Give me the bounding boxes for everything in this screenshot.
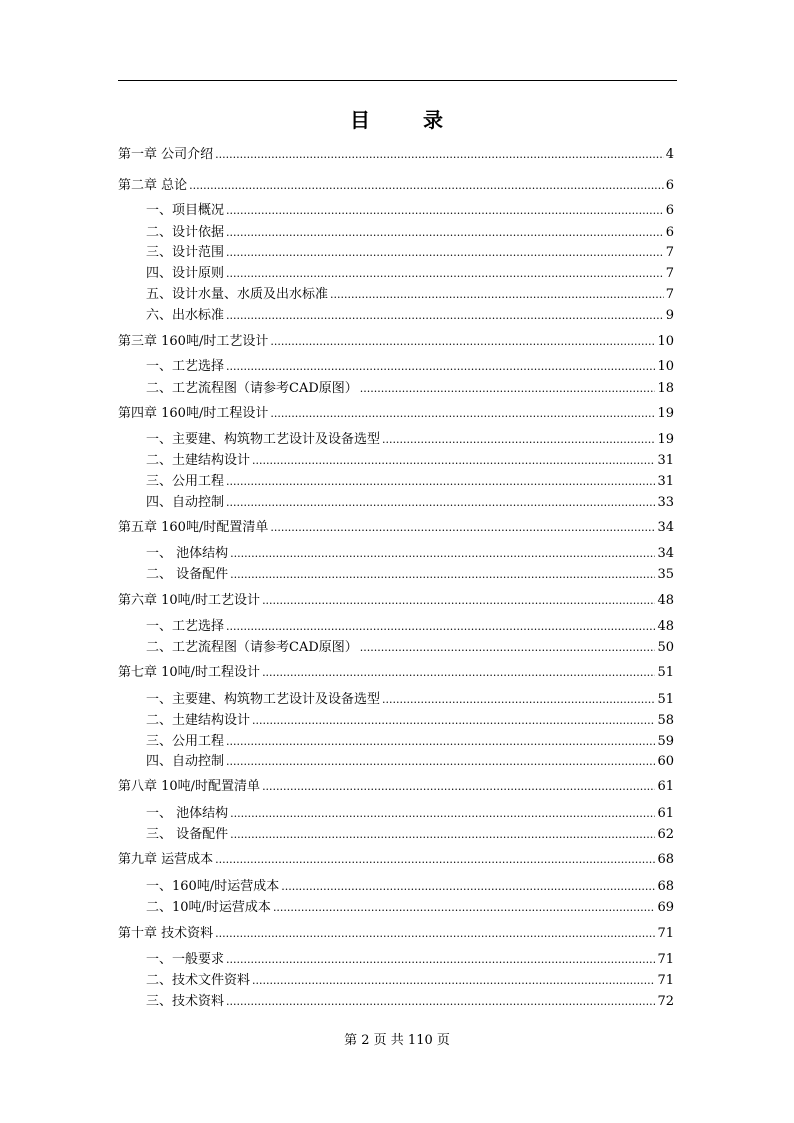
toc-leader-dots	[226, 244, 664, 262]
toc-entry-label: 第一章 公司介绍	[118, 147, 214, 162]
toc-entry-label: 四、设计原则	[146, 266, 225, 281]
toc-section-entry[interactable]	[146, 899, 674, 917]
toc-entry-page-number: 48	[657, 593, 674, 608]
toc-leader-dots	[382, 431, 655, 449]
toc-chapter-entry[interactable]	[118, 925, 674, 943]
toc-entry-page-number: 69	[657, 900, 674, 915]
toc-chapter-entry[interactable]	[118, 146, 674, 164]
toc-entry-label: 三、技术资料	[146, 994, 225, 1009]
toc-section-entry[interactable]	[146, 452, 674, 470]
toc-section-entry[interactable]	[146, 358, 674, 376]
page-title-char-1: 目	[350, 108, 371, 132]
toc-entry-label: 一、工艺选择	[146, 619, 225, 634]
toc-chapter-entry[interactable]	[118, 405, 674, 423]
toc-leader-dots	[215, 925, 655, 943]
toc-chapter-entry[interactable]	[118, 333, 674, 351]
toc-entry-label: 第四章 160吨/时工程设计	[118, 406, 269, 421]
toc-section-entry[interactable]	[146, 545, 674, 563]
toc-entry-page-number: 72	[657, 994, 674, 1009]
toc-entry-page-number: 62	[657, 827, 674, 842]
toc-entry-page-number: 71	[657, 973, 674, 988]
toc-section-entry[interactable]	[146, 972, 674, 990]
toc-chapter-entry[interactable]	[118, 519, 674, 537]
toc-entry-page-number: 18	[657, 381, 674, 396]
toc-leader-dots	[281, 878, 655, 896]
toc-entry-label: 第八章 10吨/时配置清单	[118, 779, 261, 794]
toc-entry-label: 第六章 10吨/时工艺设计	[118, 593, 261, 608]
toc-entry-page-number: 71	[657, 952, 674, 967]
toc-section-entry[interactable]	[146, 244, 674, 262]
toc-entry-page-number: 7	[665, 245, 674, 260]
toc-entry-page-number: 6	[665, 203, 674, 218]
toc-entry-label: 五、设计水量、水质及出水标准	[146, 287, 329, 302]
toc-chapter-entry[interactable]	[118, 592, 674, 610]
toc-chapter-entry[interactable]	[118, 177, 674, 195]
toc-leader-dots	[262, 592, 655, 610]
toc-leader-dots	[226, 993, 655, 1011]
toc-leader-dots	[226, 202, 664, 220]
toc-entry-page-number: 48	[657, 619, 674, 634]
toc-entry-page-number: 60	[657, 754, 674, 769]
toc-leader-dots	[226, 733, 655, 751]
toc-leader-dots	[215, 146, 664, 164]
toc-leader-dots	[226, 265, 664, 283]
toc-leader-dots	[270, 405, 655, 423]
toc-entry-label: 三、公用工程	[146, 734, 225, 749]
toc-entry-page-number: 9	[665, 308, 674, 323]
toc-section-entry[interactable]	[146, 286, 674, 304]
page-footer: 第 2 页 共 110 页	[344, 1033, 450, 1048]
toc-leader-dots	[252, 972, 655, 990]
toc-entry-page-number: 31	[657, 453, 674, 468]
toc-section-entry[interactable]	[146, 566, 674, 584]
toc-entry-label: 第三章 160吨/时工艺设计	[118, 334, 269, 349]
toc-entry-label: 二、 设备配件	[146, 567, 229, 582]
toc-entry-label: 四、自动控制	[146, 495, 225, 510]
toc-entry-page-number: 6	[665, 225, 674, 240]
toc-entry-page-number: 61	[657, 779, 674, 794]
toc-entry-label: 二、土建结构设计	[146, 713, 251, 728]
toc-entry-page-number: 19	[657, 432, 674, 447]
toc-leader-dots	[273, 899, 656, 917]
toc-entry-label: 二、10吨/时运营成本	[146, 900, 271, 915]
toc-leader-dots	[230, 826, 655, 844]
toc-leader-dots	[252, 712, 655, 730]
toc-chapter-entry[interactable]	[118, 851, 674, 869]
toc-section-entry[interactable]	[146, 993, 674, 1011]
toc-entry-label: 一、主要建、构筑物工艺设计及设备选型	[146, 692, 381, 707]
toc-entry-label: 一、主要建、构筑物工艺设计及设备选型	[146, 432, 381, 447]
toc-section-entry[interactable]	[146, 733, 674, 751]
toc-entry-page-number: 71	[657, 926, 674, 941]
toc-leader-dots	[252, 452, 655, 470]
toc-section-entry[interactable]	[146, 951, 674, 969]
toc-section-entry[interactable]	[146, 753, 674, 771]
toc-leader-dots	[189, 177, 664, 195]
toc-section-entry[interactable]	[146, 639, 674, 657]
toc-section-entry[interactable]	[146, 202, 674, 220]
toc-leader-dots	[382, 691, 655, 709]
toc-entry-label: 三、 设备配件	[146, 827, 229, 842]
toc-entry-page-number: 7	[665, 287, 674, 302]
toc-chapter-entry[interactable]	[118, 778, 674, 796]
toc-entry-label: 二、技术文件资料	[146, 973, 251, 988]
toc-entry-page-number: 61	[657, 806, 674, 821]
toc-chapter-entry[interactable]	[118, 664, 674, 682]
toc-leader-dots	[226, 753, 655, 771]
toc-leader-dots	[262, 778, 655, 796]
toc-leader-dots	[330, 286, 664, 304]
toc-entry-label: 第九章 运营成本	[118, 852, 214, 867]
toc-entry-label: 第二章 总论	[118, 178, 188, 193]
toc-entry-label: 三、公用工程	[146, 474, 225, 489]
toc-leader-dots	[226, 307, 664, 325]
toc-leader-dots	[226, 224, 664, 242]
toc-leader-dots	[270, 333, 655, 351]
toc-entry-label: 一、 池体结构	[146, 546, 229, 561]
toc-entry-label: 第十章 技术资料	[118, 926, 214, 941]
toc-leader-dots	[360, 380, 656, 398]
toc-entry-label: 一、160吨/时运营成本	[146, 879, 280, 894]
toc-entry-label: 二、土建结构设计	[146, 453, 251, 468]
toc-leader-dots	[215, 851, 655, 869]
toc-leader-dots	[230, 566, 655, 584]
toc-entry-page-number: 59	[657, 734, 674, 749]
toc-leader-dots	[230, 805, 655, 823]
toc-section-entry[interactable]	[146, 494, 674, 512]
toc-section-entry[interactable]	[146, 826, 674, 844]
toc-entry-label: 二、工艺流程图（请参考CAD原图）	[146, 381, 358, 396]
toc-entry-page-number: 68	[657, 852, 674, 867]
toc-entry-label: 一、一般要求	[146, 952, 225, 967]
toc-entry-page-number: 51	[657, 665, 674, 680]
toc-leader-dots	[230, 545, 655, 563]
toc-leader-dots	[226, 494, 655, 512]
toc-entry-page-number: 31	[657, 474, 674, 489]
toc-entry-page-number: 10	[657, 334, 674, 349]
toc-entry-page-number: 19	[657, 406, 674, 421]
toc-entry-label: 二、设计依据	[146, 225, 225, 240]
toc-entry-label: 第七章 10吨/时工程设计	[118, 665, 261, 680]
toc-leader-dots	[226, 618, 655, 636]
toc-section-entry[interactable]	[146, 712, 674, 730]
toc-entry-label: 六、出水标准	[146, 308, 225, 323]
toc-leader-dots	[270, 519, 655, 537]
toc-section-entry[interactable]	[146, 618, 674, 636]
toc-entry-page-number: 4	[665, 147, 674, 162]
toc-section-entry[interactable]	[146, 380, 674, 398]
toc-entry-page-number: 58	[657, 713, 674, 728]
toc-entry-label: 二、工艺流程图（请参考CAD原图）	[146, 640, 358, 655]
toc-section-entry[interactable]	[146, 265, 674, 283]
toc-entry-page-number: 10	[657, 359, 674, 374]
toc-section-entry[interactable]	[146, 224, 674, 242]
toc-entry-page-number: 7	[665, 266, 674, 281]
toc-section-entry[interactable]	[146, 878, 674, 896]
toc-section-entry[interactable]	[146, 691, 674, 709]
toc-leader-dots	[262, 664, 655, 682]
toc-leader-dots	[226, 951, 655, 969]
toc-section-entry[interactable]	[146, 473, 674, 491]
header-rule	[118, 80, 677, 81]
toc-entry-label: 一、工艺选择	[146, 359, 225, 374]
toc-entry-page-number: 33	[657, 495, 674, 510]
toc-entry-page-number: 51	[657, 692, 674, 707]
toc-section-entry[interactable]	[146, 307, 674, 325]
toc-entry-page-number: 35	[657, 567, 674, 582]
toc-leader-dots	[360, 639, 656, 657]
toc-entry-label: 第五章 160吨/时配置清单	[118, 520, 269, 535]
toc-entry-page-number: 34	[657, 546, 674, 561]
toc-leader-dots	[226, 358, 655, 376]
page-title	[0, 104, 794, 133]
toc-entry-page-number: 50	[657, 640, 674, 655]
toc-entry-label: 一、项目概况	[146, 203, 225, 218]
toc-entry-page-number: 68	[657, 879, 674, 894]
toc-section-entry[interactable]	[146, 805, 674, 823]
page-title-char-2: 录	[423, 108, 444, 132]
toc-entry-page-number: 34	[657, 520, 674, 535]
toc-section-entry[interactable]	[146, 431, 674, 449]
toc-leader-dots	[226, 473, 655, 491]
toc-entry-page-number: 6	[665, 178, 674, 193]
toc-entry-label: 三、设计范围	[146, 245, 225, 260]
toc-entry-label: 一、 池体结构	[146, 806, 229, 821]
toc-entry-label: 四、自动控制	[146, 754, 225, 769]
